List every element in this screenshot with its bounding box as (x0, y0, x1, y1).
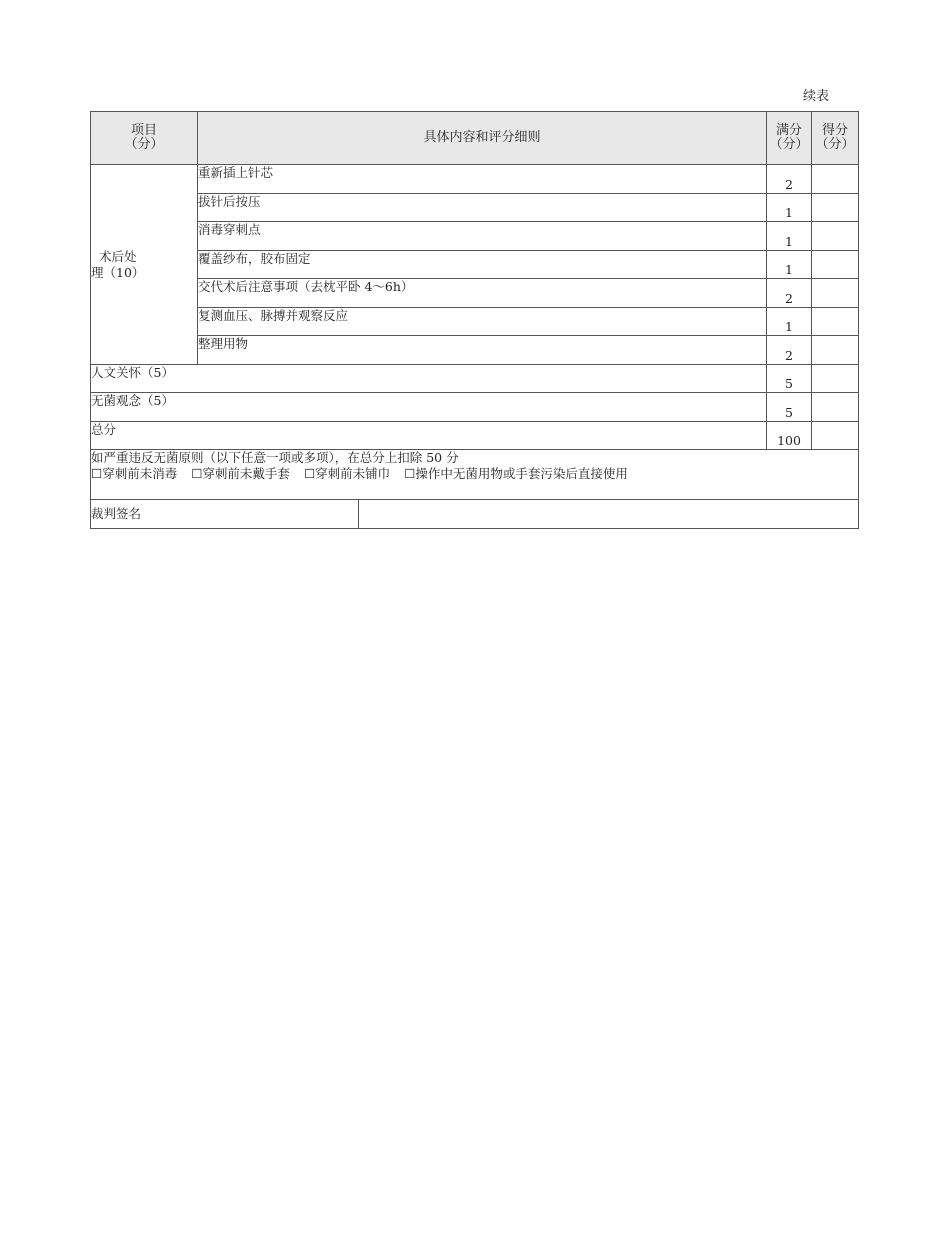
table-row (91, 194, 859, 222)
row-score-cell[interactable] (812, 336, 859, 365)
row-full-score: 2 (767, 279, 812, 308)
signature-row (91, 500, 859, 529)
summary-score-cell[interactable] (812, 422, 859, 450)
table-row (91, 308, 859, 336)
summary-row-humanistic-care (91, 365, 859, 393)
header-item: 项目 （分） (91, 112, 198, 165)
header-score: 得分 （分） (812, 112, 859, 165)
header-content: 具体内容和评分细则 (198, 112, 767, 165)
signature-field[interactable] (359, 500, 859, 529)
row-content: 覆盖纱布，胶布固定 (198, 251, 767, 279)
row-full-score: 1 (767, 308, 812, 336)
row-score-cell[interactable] (812, 222, 859, 251)
summary-row-aseptic-concept (91, 393, 859, 422)
summary-full-score: 100 (767, 422, 812, 450)
header-row (91, 112, 859, 165)
row-content: 拔针后按压 (198, 194, 767, 222)
summary-item: 人文关怀（5） (91, 365, 767, 393)
row-content: 整理用物 (198, 336, 767, 365)
summary-item: 无菌观念（5） (91, 393, 767, 422)
row-full-score: 2 (767, 336, 812, 365)
row-score-cell[interactable] (812, 279, 859, 308)
row-full-score: 1 (767, 251, 812, 279)
signature-label: 裁判签名 (91, 500, 359, 529)
row-full-score: 2 (767, 165, 812, 194)
table-row (91, 279, 859, 308)
summary-row-total (91, 422, 859, 450)
row-content: 消毒穿刺点 (198, 222, 767, 251)
row-score-cell[interactable] (812, 251, 859, 279)
table-row (91, 165, 859, 194)
summary-full-score: 5 (767, 365, 812, 393)
violation-option-no-disinfection[interactable]: ☐穿刺前未消毒 (91, 466, 178, 481)
row-score-cell[interactable] (812, 194, 859, 222)
continued-label: 续表 (803, 89, 830, 104)
summary-item: 总分 (91, 422, 767, 450)
summary-full-score: 5 (767, 393, 812, 422)
violation-row (91, 450, 859, 500)
summary-score-cell[interactable] (812, 393, 859, 422)
row-full-score: 1 (767, 222, 812, 251)
violation-option-no-gloves[interactable]: ☐穿刺前未戴手套 (191, 466, 290, 481)
row-score-cell[interactable] (812, 308, 859, 336)
table-row (91, 336, 859, 365)
violation-text: 如严重违反无菌原则（以下任意一项或多项），在总分上扣除 50 分 (91, 450, 459, 465)
row-content: 交代术后注意事项（去枕平卧 4～6h） (198, 279, 767, 308)
scoring-table (90, 111, 859, 529)
violation-note (91, 450, 859, 500)
row-content: 重新插上针芯 (198, 165, 767, 194)
header-full-score: 满分 （分） (767, 112, 812, 165)
row-score-cell[interactable] (812, 165, 859, 194)
violation-option-contamination[interactable]: ☐操作中无菌用物或手套污染后直接使用 (404, 466, 628, 481)
table-row (91, 222, 859, 251)
table-row (91, 251, 859, 279)
row-content: 复测血压、脉搏并观察反应 (198, 308, 767, 336)
violation-option-no-drape[interactable]: ☐穿刺前未铺巾 (303, 466, 391, 481)
row-full-score: 1 (767, 194, 812, 222)
summary-score-cell[interactable] (812, 365, 859, 393)
section-name: 术后处 理（10） (91, 165, 198, 365)
